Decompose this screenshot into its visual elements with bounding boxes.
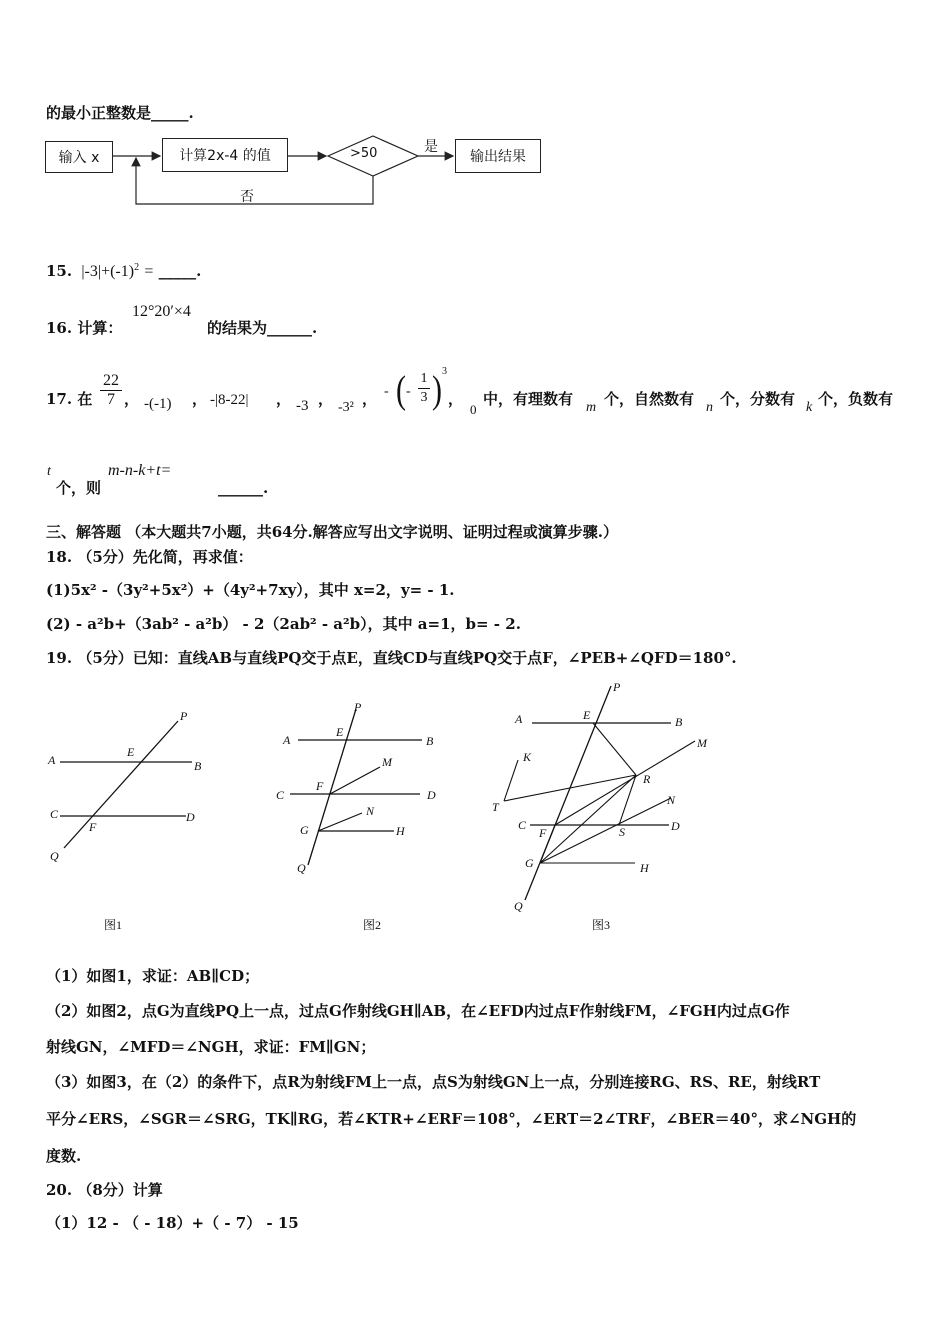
label-D: D <box>427 788 436 802</box>
flow-input-box: 输入 x <box>45 141 113 173</box>
q17-item: 0 <box>470 402 477 417</box>
figure-3-caption: 图3 <box>592 918 611 932</box>
q17-sep: ， <box>276 390 292 408</box>
label-T: T <box>492 800 499 814</box>
q19-head: 19. （5分）已知：直线AB与直线PQ交于点E，直线CD与直线PQ交于点F，∠PEB+∠QFD＝180°. <box>46 649 737 667</box>
q17-item: -3² <box>338 400 354 415</box>
figure-1-caption: 图1 <box>104 918 123 932</box>
q19-p3b: 平分∠ERS，∠SGR＝∠SRG，TK∥RG，若∠KTR+∠ERF＝108°，∠ERT＝2∠TRF，∠BER＝40°，求∠NGH的 <box>46 1110 857 1128</box>
q17-item: -|8-22| <box>210 392 249 408</box>
q17-sep: ， <box>318 390 334 408</box>
q17-var-n: n <box>706 400 713 415</box>
q17-sep: ， <box>362 390 378 408</box>
label-E: E <box>336 725 344 739</box>
label-N: N <box>366 804 375 818</box>
section3-heading: 三、解答题 （本大题共7小题，共64分.解答应写出文字说明、证明过程或演算步骤.） <box>46 523 619 541</box>
label-F: F <box>539 826 547 840</box>
q17-item: -3 <box>296 398 309 414</box>
label-G: G <box>525 856 534 870</box>
q17-text3: 个，分数有 <box>720 390 796 408</box>
flow-yes: 是 <box>424 139 438 155</box>
label-F: F <box>316 779 324 793</box>
label-P: P <box>180 709 188 723</box>
figure-1 <box>40 705 220 865</box>
q17-blank: ______. <box>218 479 269 497</box>
q15: 15. $|-3|+(-1)^2$ = _____. <box>46 262 202 280</box>
q17-sep: ， <box>448 390 464 408</box>
q17-item: -(-1) <box>144 396 172 412</box>
label-C: C <box>50 807 59 821</box>
label-B: B <box>194 759 202 773</box>
label-B: B <box>426 734 434 748</box>
q18-head: 18. （5分）先化简，再求值： <box>46 548 253 566</box>
line-PQ <box>525 686 611 900</box>
label-B: B <box>675 715 683 729</box>
ray-FM <box>555 741 695 825</box>
label-Q: Q <box>297 861 306 875</box>
q19-p3c: 度数. <box>46 1147 82 1165</box>
q17-text5: 个，则 <box>56 479 102 497</box>
label-P: P <box>613 680 621 694</box>
q16-expr: 12°20′×4 <box>132 303 191 320</box>
figure-2 <box>270 695 450 885</box>
q16-lead: 16. 计算： <box>46 319 123 337</box>
line-PQ <box>64 721 178 848</box>
q17-expr: m-n-k+t= <box>108 462 172 479</box>
q20-p1: （1）12 - （ - 18）+（ - 7） - 15 <box>46 1214 299 1232</box>
figure-2-caption: 图2 <box>363 918 382 932</box>
label-A: A <box>515 712 523 726</box>
q17-var-t: t <box>47 464 51 479</box>
q17-text2: 个，自然数有 <box>604 390 695 408</box>
label-H: H <box>396 824 405 838</box>
label-G: G <box>300 823 309 837</box>
label-D: D <box>671 819 680 833</box>
q16-tail: 的结果为______. <box>207 319 318 337</box>
label-E: E <box>583 708 591 722</box>
label-C: C <box>518 818 527 832</box>
ray-TK <box>504 760 518 801</box>
label-E: E <box>127 745 135 759</box>
figure-3 <box>485 678 725 916</box>
label-H: H <box>640 861 649 875</box>
q18-p1: (1)5x² -（3y²+5x²）+（4y²+7xy），其中 x=2，y= - 1. <box>46 581 455 599</box>
q17-var-m: m <box>586 400 597 415</box>
q19-p3a: （3）如图3，在（2）的条件下，点R为射线FM上一点，点S为射线GN上一点，分别连接RG、RS、RE，射线RT <box>46 1073 821 1091</box>
label-D: D <box>186 810 195 824</box>
label-M: M <box>382 755 392 769</box>
label-R: R <box>643 772 651 786</box>
flow-condition: >50 <box>350 146 378 161</box>
ray-GN <box>540 798 671 863</box>
label-A: A <box>48 753 56 767</box>
q17-text1: 中，有理数有 <box>483 390 574 408</box>
label-C: C <box>276 788 285 802</box>
q17-sep: ， <box>124 390 140 408</box>
flow-output-box: 输出结果 <box>455 139 541 173</box>
q19-p2a: （2）如图2，点G为直线PQ上一点，过点G作射线GH∥AB，在∠EFD内过点F作射线FM，∠FGH内过点G作 <box>46 1002 790 1020</box>
ray-GN <box>318 813 362 831</box>
flow-no: 否 <box>240 189 254 205</box>
label-K: K <box>523 750 532 764</box>
label-N: N <box>667 793 676 807</box>
q18-p2: (2) - a²b+（3ab² - a²b） - 2（2ab² - a²b），其中 a=1，b= - 2. <box>46 615 521 633</box>
q17-text4: 个，负数有 <box>818 390 894 408</box>
flow-compute-box: 计算2x-4 的值 <box>162 138 288 172</box>
label-S: S <box>619 825 625 839</box>
q19-p2b: 射线GN，∠MFD＝∠NGH，求证：FM∥GN； <box>46 1038 376 1056</box>
segment-RE <box>593 723 636 775</box>
label-P: P <box>354 700 362 714</box>
label-M: M <box>697 736 707 750</box>
label-F: F <box>89 820 97 834</box>
q14-tail: 的最小正整数是_____. <box>46 104 194 122</box>
q17-fraction: 22 7 <box>100 372 122 409</box>
q19-p1: （1）如图1，求证：AB∥CD； <box>46 967 260 985</box>
label-A: A <box>283 733 291 747</box>
q17-sep: ， <box>192 390 208 408</box>
q20-head: 20. （8分）计算 <box>46 1181 163 1199</box>
label-Q: Q <box>514 899 523 913</box>
q17-var-k: k <box>806 400 813 415</box>
q17-lead: 17. 在 <box>46 390 93 408</box>
label-Q: Q <box>50 849 59 863</box>
